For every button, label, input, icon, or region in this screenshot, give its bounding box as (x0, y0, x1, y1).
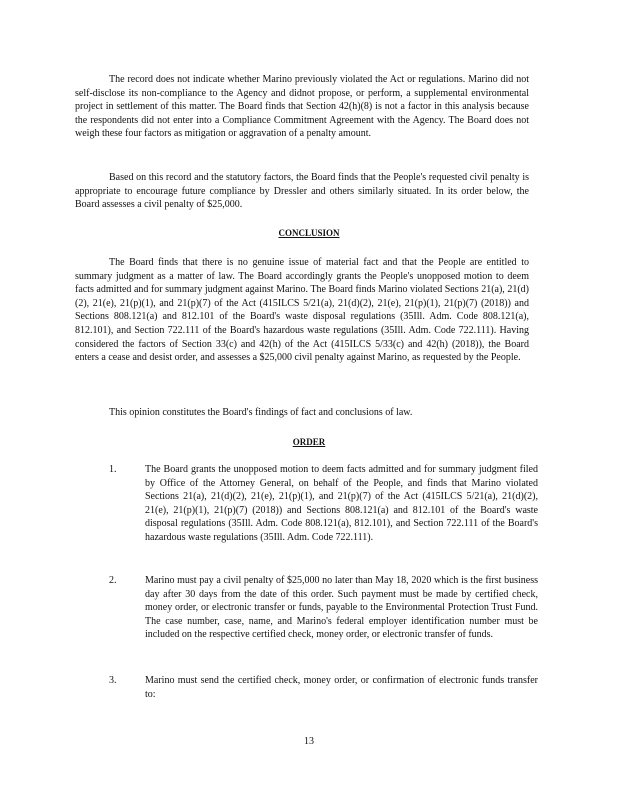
order-item-text: The Board grants the unopposed motion to deem facts admitted and for summary judgment filed by Office of the Attorney General, on behalf of the People, and finds that Marino violated Sections 21(a), 21(d)(2), 21(e), 21(p)(1), and 21(p)(7) of the Act (415ILCS 5/21(a), 21(d)(2), 21(e), 21(p)(1), 21(p)(7) (2018)) and Sections 808.121(a) and 812.101 of the Board's waste disposal regulations (35Ill. Adm. Code 808.121(a), 812.101), and Section 722.111 of the Board's hazardous waste regulations (35Ill. Adm. Code 722.111). (145, 464, 538, 543)
opinion-statement: This opinion constitutes the Board's findings of fact and conclusions of law. (109, 407, 413, 418)
order-heading-text: ORDER (292, 437, 326, 447)
penalty-paragraph: Based on this record and the statutory factors, the Board finds that the People's requested civil penalty is appropriate to encourage future compliance by Dressler and others similarly situated. In its order below, the Board assesses a civil penalty of $25,000. (75, 172, 529, 211)
order-item-text: Marino must send the certified check, money order, or confirmation of electronic funds transfer to: (145, 675, 538, 700)
order-item-number: 1. (109, 464, 117, 475)
conclusion-heading-text: CONCLUSION (278, 228, 340, 238)
order-item-number: 2. (109, 575, 117, 586)
conclusion-heading (0, 227, 618, 239)
order-item-text: Marino must pay a civil penalty of $25,000 no later than May 18, 2020 which is the first business day after 30 days from the date of this order. Such payment must be made by certified check, money order, or electronic transfer or funds, payable to the Environmental Protection Trust Fund. The case number, case, name, and Marino's federal employer identification number must be included on the respective certified check, money order, or electronic transfer of funds. (145, 575, 538, 641)
order-item-number: 3. (109, 675, 117, 686)
page-number: 13 (304, 736, 314, 747)
conclusion-paragraph: The Board finds that there is no genuine issue of material fact and that the People are entitled to summary judgment as a matter of law. The Board accordingly grants the People's unopposed motion to deem facts admitted and for summary judgment against Marino. The Board finds Marino violated Sections 21(a), 21(d)(2), 21(e), 21(p)(1), and 21(p)(7) of the Act (415ILCS 5/21(a), 21(d)(2), 21(e), 21(p)(1), 21(p)(7) (2018)) and Sections 808.121(a) and 812.101 of the Board's waste disposal regulations (35Ill. Adm. Code 808.121(a), 812.101), and Section 722.111 of the Board's hazardous waste regulations (35Ill. Adm. Code 722.111). Having considered the factors of Section 33(c) and 42(h) of the Act (415ILCS 5/33(c) and 42(h) (2018)), the Board enters a cease and desist order, and assesses a $25,000 civil penalty against Marino, as requested by the People. (75, 257, 529, 364)
record-paragraph: The record does not indicate whether Marino previously violated the Act or regulations. Marino did not self-disclose its non-compliance to the Agency and didnot propose, or perform, a supplemental environmental project in settlement of this matter. The Board finds that Section 42(h)(8) is not a factor in this analysis because the respondents did not enter into a Compliance Commitment Agreement with the Agency. The Board does not weigh these four factors as mitigation or aggravation of a penalty amount. (75, 74, 529, 140)
order-heading (0, 436, 618, 448)
